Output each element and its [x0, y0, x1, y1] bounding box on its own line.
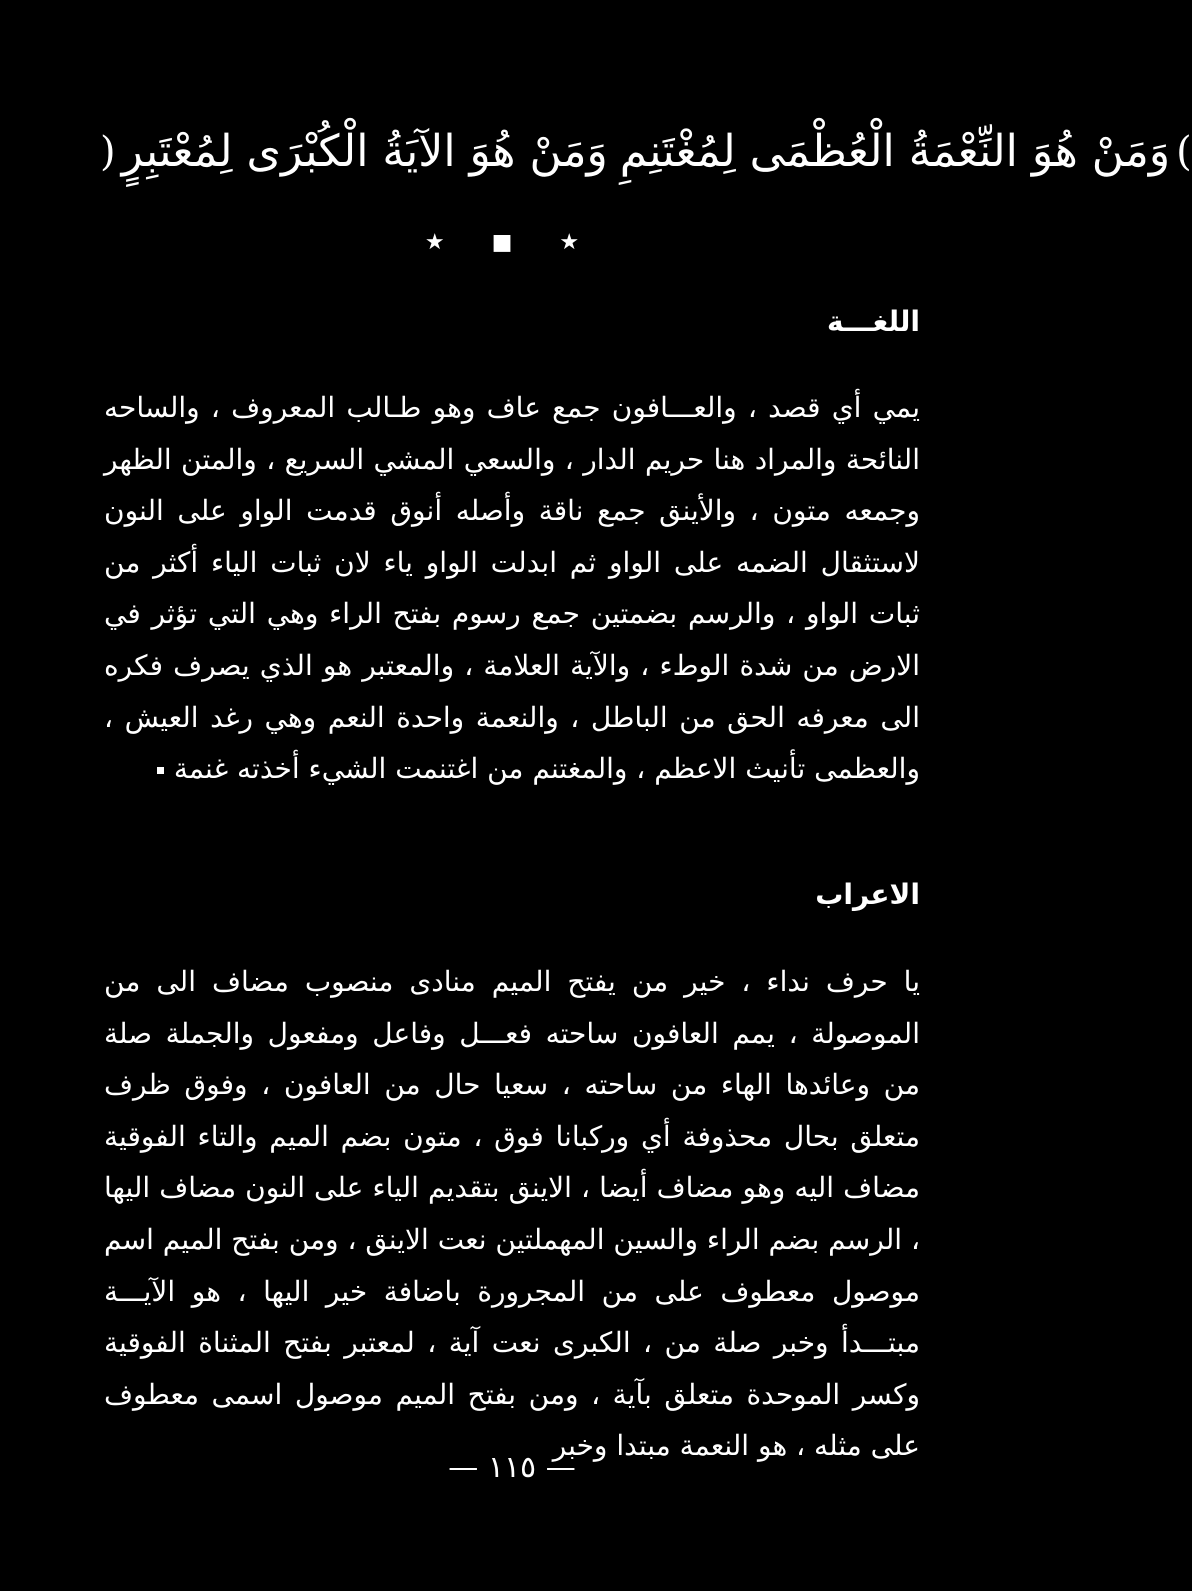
page-number: — ١١٥ — — [448, 1450, 576, 1485]
irab-paragraph — [104, 956, 920, 1472]
verse-open-bracket: ( — [100, 129, 116, 175]
lugha-heading: اللغـــة — [826, 305, 920, 338]
irab-heading: الاعراب — [815, 878, 920, 911]
verse-first-hemistich: وَمَنْ هُوَ الآيَةُ الْكُبْرَى لِمُعْتَبِرٍ — [121, 126, 608, 177]
poem-verse — [100, 112, 1192, 192]
lugha-paragraph — [104, 382, 920, 795]
irab-text: يا حرف نداء ، خير من يفتح الميم منادى منصوب مضاف الى من الموصولة ، يمم العافون ساحته فعـــل وفاعل ومفعول والجملة صلة من وعائدها الهاء من ساحته ، سعيا حال من العافون ، وفوق ظرف متعلق بحال محذوفة أي وركبانا فوق ، متون بضم الميم والتاء الفوقية مضاف اليه وهو مضاف أيضا ، الاينق بتقديم الياء على النون مضاف اليها ، الرسم بضم الراء والسين المهملتين نعت الاينق ، ومن بفتح الميم اسم موصول معطوف على من المجرورة باضافة خير اليها ، هو الآيـــة مبتـــدأ وخبر صلة من ، الكبرى نعت آية ، لمعتبر بفتح المثناة الفوقية وكسر الموحدة متعلق بآية ، ومن بفتح الميم موصول اسمى معطوف على مثله ، هو النعمة مبتدا وخبر — [104, 965, 920, 1463]
end-square-icon — [157, 767, 164, 774]
lugha-text: يمي أي قصد ، والعـــافون جمع عاف وهو طـالب المعروف ، والساحه النائحة والمراد هنا حريم الدار ، والسعي المشي السريع ، والمتن الظهر وجمعه متون ، والأينق جمع ناقة وأصله أنوق قدمت الواو على النون لاستثقال الضمه على الواو ثم ابدلت الواو ياء لان ثبات الياء أكثر من ثبات الواو ، والرسم بضمتين جمع رسوم بفتح الراء وهي التي تؤثر في الارض من شدة الوطء ، والآية العلامة ، والمعتبر هو الذي يصرف فكره الى معرفه الحق من الباطل ، والنعمة واحدة النعم وهي رغد العيش ، والعظمى تأنيث الاعظم ، والمغتنم من اغتنمت الشيء أخذته غنمة — [104, 391, 920, 786]
section-separator: ★ ■ ★ — [424, 230, 600, 255]
verse-close-bracket: ) — [1176, 129, 1192, 175]
verse-second-hemistich: وَمَنْ هُوَ النِّعْمَةُ الْعُظْمَى لِمُغْتَنِمِ — [619, 126, 1171, 177]
